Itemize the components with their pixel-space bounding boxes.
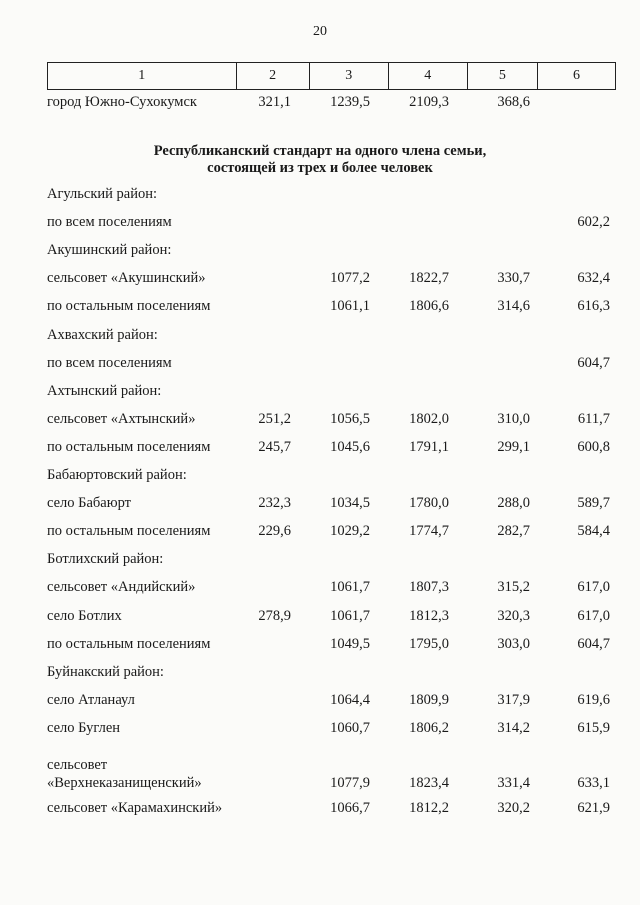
row-col-4: 1823,4 — [409, 775, 449, 791]
table-row — [0, 800, 640, 820]
header-col-5: 5 — [467, 63, 537, 90]
row-col-5: 314,6 — [497, 298, 530, 314]
row-col-6: 600,8 — [577, 439, 610, 455]
table-row — [0, 94, 640, 114]
row-name: Агульский район: — [47, 186, 157, 202]
row-col-4: 1795,0 — [409, 636, 449, 652]
row-name: Ахтынский район: — [47, 383, 162, 399]
row-col-5: 320,2 — [497, 800, 530, 816]
row-col-6: 611,7 — [577, 411, 610, 427]
row-col-6: 615,9 — [577, 720, 610, 736]
row-name: сельсовет «Акушинский» — [47, 270, 206, 286]
row-col-5: 282,7 — [497, 523, 530, 539]
row-col-6: 604,7 — [577, 636, 610, 652]
row-col-5: 288,0 — [497, 495, 530, 511]
row-col-3: 1056,5 — [330, 411, 370, 427]
header-col-1: 1 — [48, 63, 237, 90]
row-col-3: 1049,5 — [330, 636, 370, 652]
row-name-line-2: «Верхнеказанищенский» — [47, 775, 202, 791]
row-col-6: 619,6 — [577, 692, 610, 708]
row-name: Буйнакский район: — [47, 664, 164, 680]
row-col-4: 1774,7 — [409, 523, 449, 539]
table-row — [0, 551, 640, 571]
row-col-4: 1812,2 — [409, 800, 449, 816]
row-col-5: 368,6 — [497, 94, 530, 110]
row-name: сельсовет «Карамахинский» — [47, 800, 223, 816]
row-name: по остальным поселениям — [47, 636, 211, 652]
table-row — [0, 214, 640, 234]
column-header-table — [47, 62, 616, 90]
row-col-5: 331,4 — [497, 775, 530, 791]
row-col-5: 317,9 — [497, 692, 530, 708]
table-row — [0, 608, 640, 628]
row-name: по остальным поселениям — [47, 298, 211, 314]
row-col-2: 321,1 — [258, 94, 291, 110]
row-col-6: 621,9 — [577, 800, 610, 816]
row-col-4: 1807,3 — [409, 579, 449, 595]
table-row — [0, 270, 640, 290]
section-title — [0, 143, 640, 177]
row-col-6: 589,7 — [577, 495, 610, 511]
table-row — [0, 579, 640, 599]
row-col-3: 1045,6 — [330, 439, 370, 455]
row-name: Ботлихский район: — [47, 551, 164, 567]
row-col-3: 1066,7 — [330, 800, 370, 816]
row-name: село Бабаюрт — [47, 495, 131, 511]
row-name: Ахвахский район: — [47, 327, 158, 343]
row-col-5: 310,0 — [497, 411, 530, 427]
row-col-6: 617,0 — [577, 608, 610, 624]
table-row — [0, 692, 640, 712]
row-col-3: 1061,7 — [330, 608, 370, 624]
header-col-2: 2 — [236, 63, 309, 90]
table-row — [0, 383, 640, 403]
row-col-4: 1802,0 — [409, 411, 449, 427]
row-col-4: 1806,2 — [409, 720, 449, 736]
row-name: по остальным поселениям — [47, 523, 211, 539]
row-name: город Южно-Сухокумск — [47, 94, 197, 110]
row-col-3: 1061,7 — [330, 579, 370, 595]
row-col-5: 320,3 — [497, 608, 530, 624]
table-row — [0, 411, 640, 431]
row-col-6: 633,1 — [577, 775, 610, 791]
row-col-2: 245,7 — [258, 439, 291, 455]
row-col-6: 616,3 — [577, 298, 610, 314]
row-col-3: 1034,5 — [330, 495, 370, 511]
table-row — [0, 439, 640, 459]
table-row — [0, 495, 640, 515]
row-col-2: 229,6 — [258, 523, 291, 539]
row-col-3: 1064,4 — [330, 692, 370, 708]
row-col-2: 278,9 — [258, 608, 291, 624]
row-name: по остальным поселениям — [47, 439, 211, 455]
row-col-6: 604,7 — [577, 355, 610, 371]
table-row — [0, 186, 640, 206]
page-number: 20 — [313, 24, 327, 39]
table-row — [0, 467, 640, 487]
header-col-3: 3 — [309, 63, 388, 90]
table-row — [0, 636, 640, 656]
row-col-5: 330,7 — [497, 270, 530, 286]
table-row — [0, 298, 640, 318]
row-col-5: 299,1 — [497, 439, 530, 455]
table-row — [0, 720, 640, 740]
table-row — [0, 327, 640, 347]
row-name: Акушинский район: — [47, 242, 172, 258]
row-col-2: 251,2 — [258, 411, 291, 427]
row-name: сельсовет «Ахтынский» — [47, 411, 196, 427]
row-col-4: 1812,3 — [409, 608, 449, 624]
row-name: село Атланаул — [47, 692, 135, 708]
row-name: село Буглен — [47, 720, 121, 736]
row-name: сельсовет «Андийский» — [47, 579, 196, 595]
table-row — [0, 664, 640, 684]
row-col-4: 1780,0 — [409, 495, 449, 511]
row-col-5: 314,2 — [497, 720, 530, 736]
row-col-4: 2109,3 — [409, 94, 449, 110]
row-col-6: 602,2 — [577, 214, 610, 230]
section-title-line-1: Республиканский стандарт на одного члена семьи, — [153, 143, 487, 159]
row-name: по всем поселениям — [47, 214, 172, 230]
header-col-4: 4 — [388, 63, 467, 90]
row-col-5: 315,2 — [497, 579, 530, 595]
row-col-3: 1077,2 — [330, 270, 370, 286]
section-title-line-2: состоящей из трех и более человек — [207, 160, 433, 176]
table-row — [0, 242, 640, 262]
row-col-2: 232,3 — [258, 495, 291, 511]
row-col-3: 1077,9 — [330, 775, 370, 791]
row-col-6: 584,4 — [577, 523, 610, 539]
row-col-3: 1061,1 — [330, 298, 370, 314]
table-row — [0, 756, 640, 796]
table-row — [0, 523, 640, 543]
row-name: село Ботлих — [47, 608, 122, 624]
row-col-3: 1060,7 — [330, 720, 370, 736]
row-col-5: 303,0 — [497, 636, 530, 652]
row-col-3: 1029,2 — [330, 523, 370, 539]
row-col-4: 1809,9 — [409, 692, 449, 708]
row-name: Бабаюртовский район: — [47, 467, 187, 483]
row-name-line-1: сельсовет — [47, 757, 108, 773]
row-col-3: 1239,5 — [330, 94, 370, 110]
header-col-6: 6 — [537, 63, 615, 90]
row-col-4: 1806,6 — [409, 298, 449, 314]
row-col-6: 617,0 — [577, 579, 610, 595]
row-col-6: 632,4 — [577, 270, 610, 286]
row-col-4: 1822,7 — [409, 270, 449, 286]
row-col-4: 1791,1 — [409, 439, 449, 455]
table-row — [0, 355, 640, 375]
row-name: по всем поселениям — [47, 355, 172, 371]
